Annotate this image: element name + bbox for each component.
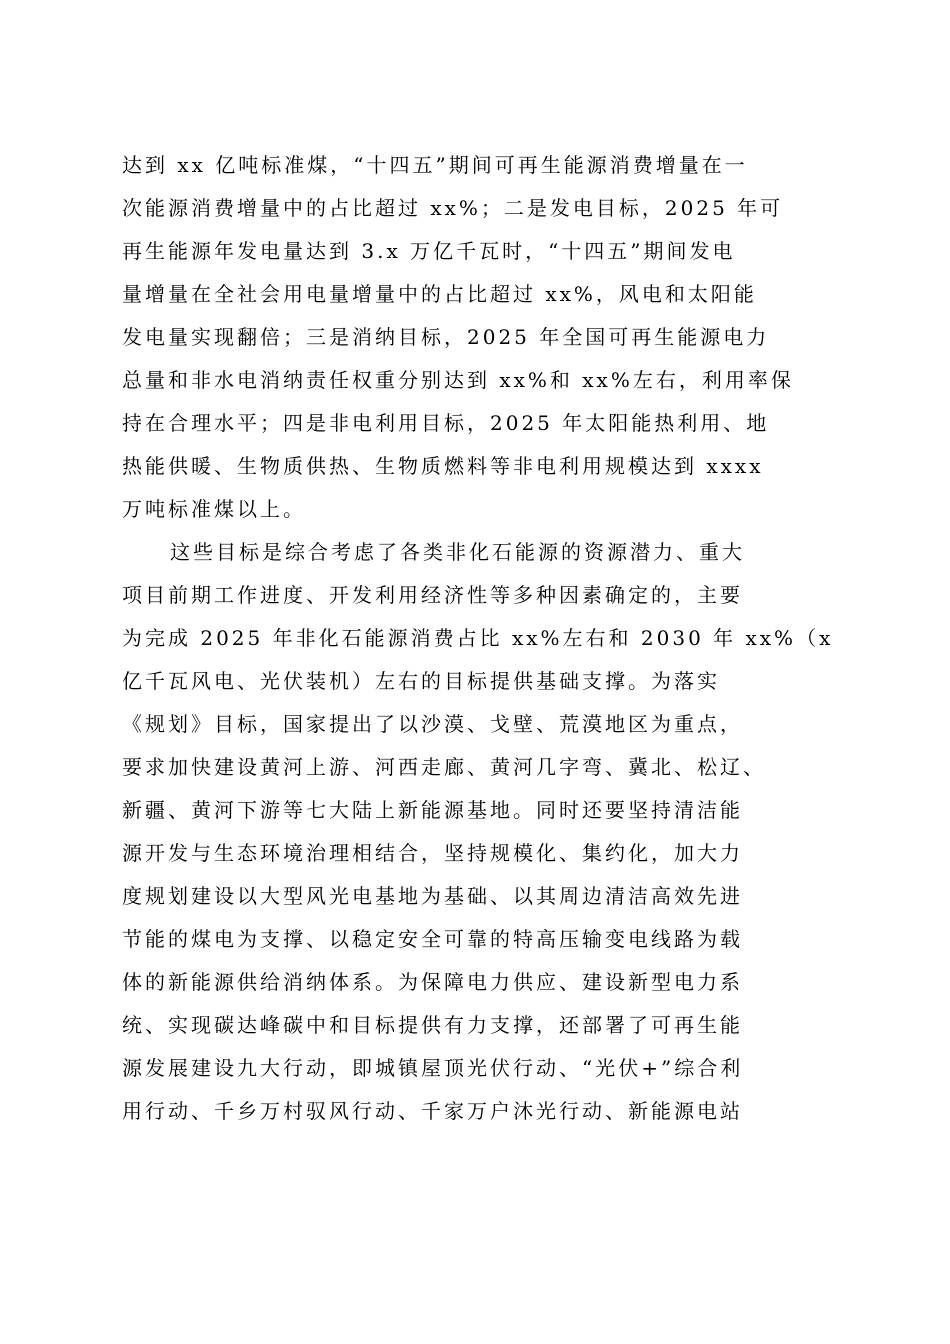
text-line: 用行动、千乡万村驭风行动、千家万户沐光行动、新能源电站 — [122, 1099, 743, 1123]
text-line: 《规划》目标，国家提出了以沙漠、戈壁、荒漠地区为重点， — [122, 712, 743, 736]
text-line: 再生能源年发电量达到 3.x 万亿千瓦时，“十四五”期间发电 — [122, 239, 736, 263]
text-line: 体的新能源供给消纳体系。为保障电力供应、建设新型电力系 — [122, 970, 743, 994]
text-line: 亿千瓦风电、光伏装机）左右的目标提供基础支撑。为落实 — [122, 669, 720, 693]
text-line: 统、实现碳达峰碳中和目标提供有力支撑，还部署了可再生能 — [122, 1013, 743, 1037]
text-line: 达到 xx 亿吨标准煤，“十四五”期间可再生能源消费增量在一 — [122, 153, 748, 177]
text-line: 新疆、黄河下游等七大陆上新能源基地。同时还要坚持清洁能 — [122, 798, 743, 822]
text-line: 量增量在全社会用电量增量中的占比超过 xx%，风电和太阳能 — [122, 282, 757, 306]
paragraph-1 — [122, 144, 842, 531]
text-line: 万吨标准煤以上。 — [122, 497, 306, 521]
document-body — [122, 144, 842, 1133]
text-line: 发电量实现翻倍；三是消纳目标，2025 年全国可再生能源电力 — [122, 325, 770, 349]
text-line: 总量和非水电消纳责任权重分别达到 xx%和 xx%左右，利用率保 — [122, 368, 794, 392]
text-line: 源发展建设九大行动，即城镇屋顶光伏行动、“光伏+”综合利 — [122, 1056, 744, 1080]
text-line: 持在合理水平；四是非电利用目标，2025 年太阳能热利用、地 — [122, 411, 770, 435]
text-line: 源开发与生态环境治理相结合，坚持规模化、集约化，加大力 — [122, 841, 743, 865]
text-line: 为完成 2025 年非化石能源消费占比 xx%左右和 2030 年 xx%（x — [122, 626, 834, 650]
text-line: 这些目标是综合考虑了各类非化石能源的资源潜力、重大 — [170, 540, 745, 564]
text-line: 项目前期工作进度、开发利用经济性等多种因素确定的，主要 — [122, 583, 743, 607]
text-line: 度规划建设以大型风光电基地为基础、以其周边清洁高效先进 — [122, 884, 743, 908]
text-line: 节能的煤电为支撑、以稳定安全可靠的特高压输变电线路为载 — [122, 927, 743, 951]
paragraph-2 — [122, 531, 842, 1133]
text-line: 热能供暖、生物质供热、生物质燃料等非电利用规模达到 xxxx — [122, 454, 764, 478]
text-line: 次能源消费增量中的占比超过 xx%；二是发电目标，2025 年可 — [122, 196, 784, 220]
text-line: 要求加快建设黄河上游、河西走廊、黄河几字弯、冀北、松辽、 — [122, 755, 766, 779]
